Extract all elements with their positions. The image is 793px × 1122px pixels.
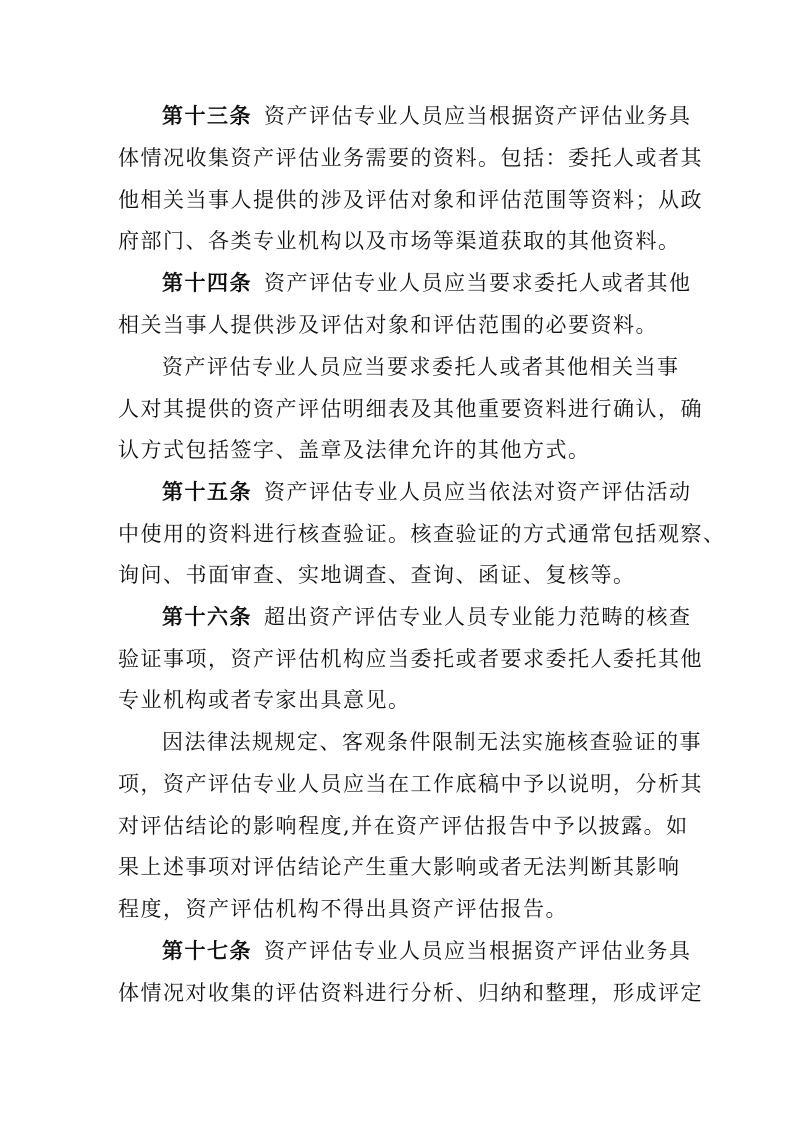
paragraph-line: 专业机构或者专家出具意见。	[118, 688, 411, 712]
paragraph-line: 程度，资产评估机构不得出具资产评估报告。	[118, 897, 568, 921]
paragraph-line: 认方式包括签字、盖章及法律允许的其他方式。	[118, 438, 591, 462]
paragraph-line	[162, 97, 732, 135]
paragraph-line	[162, 264, 732, 302]
article-number: 第十六条	[162, 605, 252, 629]
paragraph-line: 人对其提供的资产评估明细表及其他重要资料进行确认，确	[118, 397, 703, 421]
paragraph-line: 相关当事人提供涉及评估对象和评估范围的必要资料。	[118, 313, 658, 337]
paragraph-line	[162, 598, 732, 636]
paragraph-text: 资产评估专业人员应当依法对资产评估活动	[264, 480, 692, 504]
paragraph-line: 项，资产评估专业人员应当在工作底稿中予以说明，分析其	[118, 772, 703, 796]
article-number: 第十三条	[162, 104, 252, 128]
paragraph-line: 资产评估专业人员应当要求委托人或者其他相关当事	[162, 355, 680, 379]
paragraph-text: 资产评估专业人员应当根据资产评估业务具	[264, 939, 692, 963]
paragraph-line: 体情况对收集的评估资料进行分析、归纳和整理，形成评定	[118, 981, 703, 1005]
article-number: 第十四条	[162, 271, 252, 295]
paragraph-line	[162, 932, 732, 970]
article-number: 第十五条	[162, 480, 252, 504]
paragraph-line: 体情况收集资产评估业务需要的资料。包括：委托人或者其	[118, 146, 703, 170]
paragraph-line: 他相关当事人提供的涉及评估对象和评估范围等资料；从政	[118, 188, 703, 212]
paragraph-text: 资产评估专业人员应当要求委托人或者其他	[264, 271, 692, 295]
paragraph-line: 询问、书面审查、实地调查、查询、函证、复核等。	[118, 563, 636, 587]
paragraph-text: 资产评估专业人员应当根据资产评估业务具	[264, 104, 692, 128]
paragraph-line	[162, 473, 732, 511]
paragraph-line: 对评估结论的影响程度,并在资产评估报告中予以披露。如	[118, 814, 689, 838]
paragraph-line: 验证事项，资产评估机构应当委托或者要求委托人委托其他	[118, 647, 703, 671]
paragraph-line: 果上述事项对评估结论产生重大影响或者无法判断其影响	[118, 855, 681, 879]
paragraph-line: 因法律法规规定、客观条件限制无法实施核查验证的事	[162, 730, 702, 754]
article-number: 第十七条	[162, 939, 252, 963]
paragraph-line: 中使用的资料进行核查验证。核查验证的方式通常包括观察、	[118, 522, 726, 546]
paragraph-line: 府部门、各类专业机构以及市场等渠道获取的其他资料。	[118, 229, 681, 253]
paragraph-text: 超出资产评估专业人员专业能力范畴的核查	[264, 605, 692, 629]
